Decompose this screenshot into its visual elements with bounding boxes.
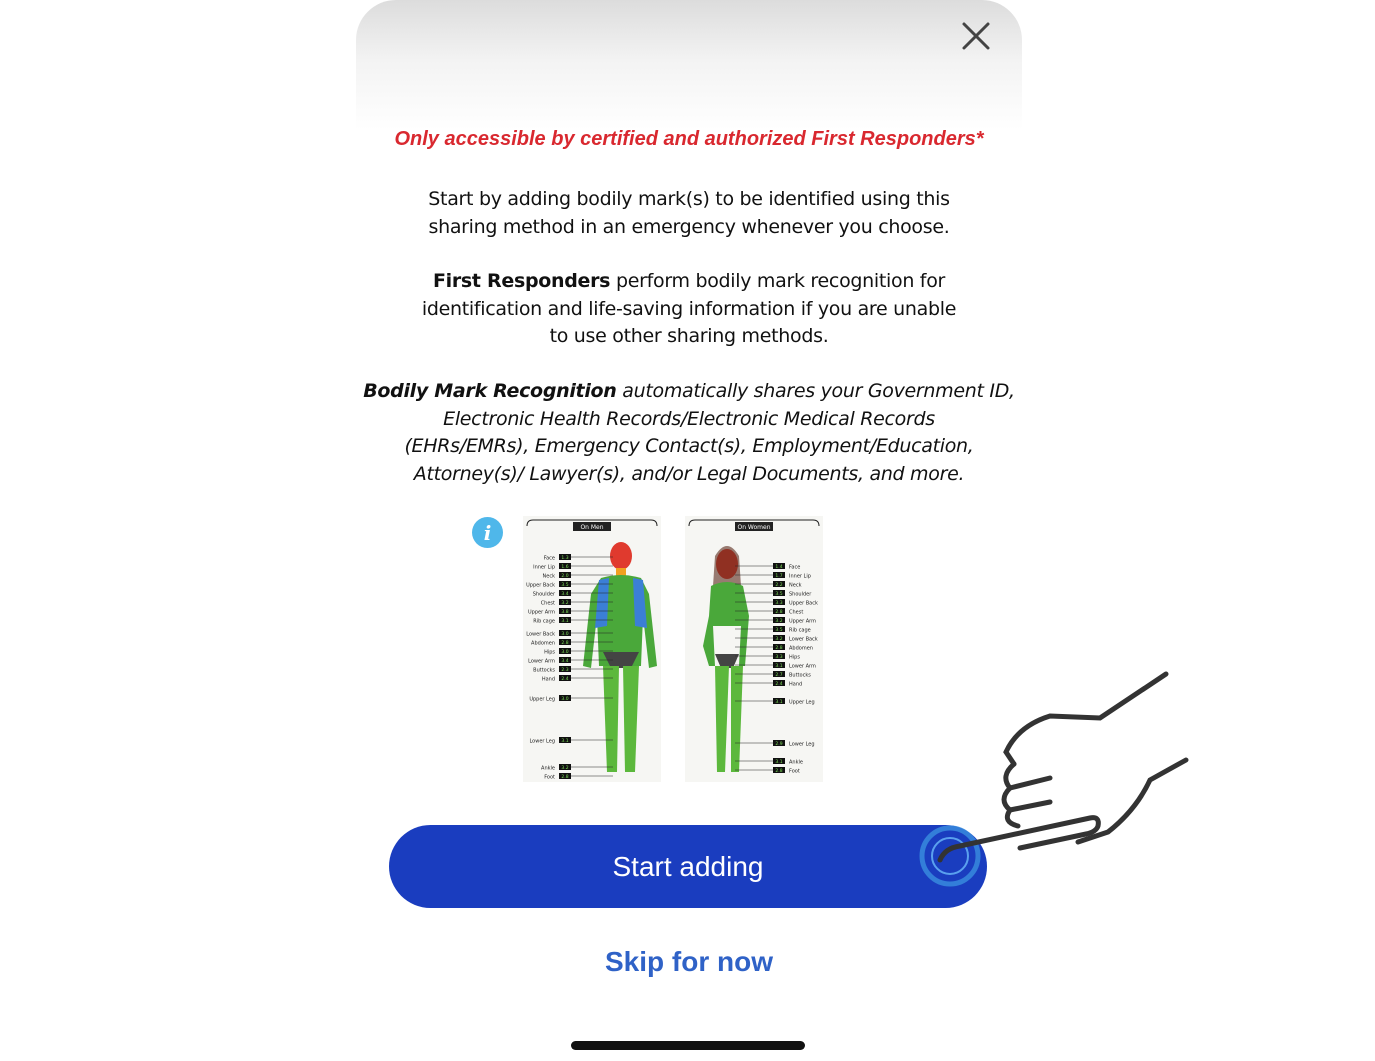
chart-label: Face bbox=[543, 555, 555, 562]
chart-label: Inner Lip bbox=[533, 564, 555, 571]
chart-label: Upper Leg bbox=[529, 696, 555, 703]
chart-label: Chest bbox=[789, 609, 804, 616]
chart-label: Lower Back bbox=[789, 636, 818, 643]
chart-label: Foot bbox=[789, 768, 800, 775]
chart-value: 3.1 bbox=[775, 760, 783, 765]
chart-value: 3.3 bbox=[775, 655, 783, 660]
responders-line bbox=[356, 268, 1022, 296]
body-chart-men-svg bbox=[523, 516, 661, 782]
chart-value: 3.2 bbox=[775, 637, 783, 642]
chart-value: 2.3 bbox=[561, 668, 569, 673]
access-warning: Only accessible by certified and authorized First Responders* bbox=[394, 128, 984, 150]
chart-label: Upper Arm bbox=[528, 609, 555, 616]
chart-label: Shoulder bbox=[789, 591, 812, 598]
chart-label: Upper Back bbox=[789, 600, 818, 607]
recognition-line: Attorney(s)/ Lawyer(s), and/or Legal Documents, and more. bbox=[413, 462, 965, 485]
home-indicator bbox=[571, 1041, 805, 1050]
chart-value: 3.4 bbox=[561, 659, 569, 664]
chart-label: Lower Arm bbox=[528, 658, 555, 665]
chart-label: Abdomen bbox=[789, 645, 813, 652]
chart-label: Upper Leg bbox=[789, 699, 815, 706]
chart-value: 3.0 bbox=[561, 632, 569, 637]
chart-value: 1.7 bbox=[775, 574, 783, 579]
recognition-line: (EHRs/EMRs), Emergency Contact(s), Employment/Education, bbox=[404, 435, 974, 457]
intro-line: sharing method in an emergency whenever you choose. bbox=[428, 215, 950, 238]
chart-value: 3.1 bbox=[775, 700, 783, 705]
chart-value: 2.4 bbox=[561, 677, 569, 682]
pointing-hand-icon bbox=[900, 660, 1200, 890]
close-button[interactable] bbox=[950, 12, 1002, 60]
body-chart-men bbox=[523, 516, 661, 782]
chart-label: Lower Leg bbox=[789, 741, 815, 748]
responders-text: perform bodily mark recognition for bbox=[610, 270, 946, 292]
chart-label: Rib cage bbox=[789, 627, 811, 634]
responders-line: to use other sharing methods. bbox=[549, 325, 829, 347]
chart-value: 3.2 bbox=[561, 601, 569, 606]
chart-label: Lower Leg bbox=[529, 738, 555, 745]
close-icon bbox=[961, 21, 991, 51]
recognition-line bbox=[356, 378, 1022, 406]
chart-label: Buttocks bbox=[533, 667, 555, 674]
chart-label: Ankle bbox=[541, 765, 555, 772]
skip-for-now-link[interactable]: Skip for now bbox=[605, 946, 773, 977]
chart-label: Foot bbox=[544, 774, 555, 781]
chart-title: On Women bbox=[737, 524, 771, 531]
chart-value: 2.8 bbox=[561, 775, 569, 780]
recognition-text: automatically shares your Government ID, bbox=[616, 380, 1015, 402]
chart-value: 3.5 bbox=[775, 628, 783, 633]
responders-paragraph bbox=[356, 268, 1022, 351]
chart-value: 2.2 bbox=[775, 583, 783, 588]
chart-value: 1.4 bbox=[775, 565, 783, 570]
chart-value: 2.8 bbox=[561, 641, 569, 646]
recognition-line: Electronic Health Records/Electronic Medical Records bbox=[443, 407, 935, 430]
chart-label: Face bbox=[789, 564, 801, 571]
chart-value: 3.0 bbox=[561, 650, 569, 655]
chart-value: 3.1 bbox=[561, 619, 569, 624]
chart-value: 2.8 bbox=[775, 646, 783, 651]
intro-line: Start by adding bodily mark(s) to be identified using this bbox=[428, 188, 950, 210]
recognition-bold: Bodily Mark Recognition bbox=[363, 380, 617, 402]
chart-value: 3.4 bbox=[561, 592, 569, 597]
responders-line: identification and life-saving information if you are unable bbox=[421, 297, 957, 320]
chart-label: Upper Arm bbox=[789, 618, 816, 625]
chart-label: Neck bbox=[789, 582, 802, 589]
chart-label: Hand bbox=[789, 681, 803, 688]
chart-label: Rib cage bbox=[533, 618, 555, 625]
chart-value: 3.5 bbox=[561, 583, 569, 588]
body-chart-women bbox=[685, 516, 823, 782]
chart-value: 3.1 bbox=[561, 739, 569, 744]
chart-value: 2.8 bbox=[775, 610, 783, 615]
chart-value: 1.6 bbox=[561, 565, 569, 570]
chart-label: Shoulder bbox=[532, 591, 555, 598]
chart-label: Inner Lip bbox=[789, 573, 811, 580]
recognition-paragraph bbox=[356, 378, 1022, 488]
intro-paragraph bbox=[356, 186, 1022, 241]
chart-value: 2.0 bbox=[561, 574, 569, 579]
chart-value: 3.1 bbox=[775, 664, 783, 669]
chart-value: 2.8 bbox=[775, 769, 783, 774]
chart-label: Lower Arm bbox=[789, 663, 816, 670]
chart-value: 3.3 bbox=[775, 601, 783, 606]
chart-label: Lower Back bbox=[526, 631, 555, 638]
body-chart-women-svg bbox=[685, 516, 823, 782]
chart-title: On Men bbox=[580, 524, 604, 531]
chart-value: 2.9 bbox=[775, 742, 783, 747]
chart-label: Hips bbox=[789, 654, 800, 661]
chart-value: 2.7 bbox=[775, 673, 783, 678]
chart-label: Hips bbox=[544, 649, 555, 656]
chart-label: Upper Back bbox=[526, 582, 555, 589]
responders-bold: First Responders bbox=[432, 270, 611, 292]
chart-value: 2.4 bbox=[775, 682, 783, 687]
chart-value: 3.2 bbox=[561, 766, 569, 771]
chart-label: Ankle bbox=[789, 759, 803, 766]
chart-label: Buttocks bbox=[789, 672, 811, 679]
start-adding-button[interactable]: Start adding bbox=[389, 825, 987, 908]
info-icon[interactable]: i bbox=[472, 517, 503, 548]
chart-value: 3.2 bbox=[775, 619, 783, 624]
chart-label: Chest bbox=[540, 600, 555, 607]
chart-value: 3.0 bbox=[561, 697, 569, 702]
chart-value: 1.3 bbox=[561, 556, 569, 561]
chart-value: 3.5 bbox=[775, 592, 783, 597]
chart-label: Hand bbox=[541, 676, 555, 683]
chart-label: Abdomen bbox=[531, 640, 555, 647]
chart-label: Neck bbox=[542, 573, 555, 580]
chart-value: 3.8 bbox=[561, 610, 569, 615]
